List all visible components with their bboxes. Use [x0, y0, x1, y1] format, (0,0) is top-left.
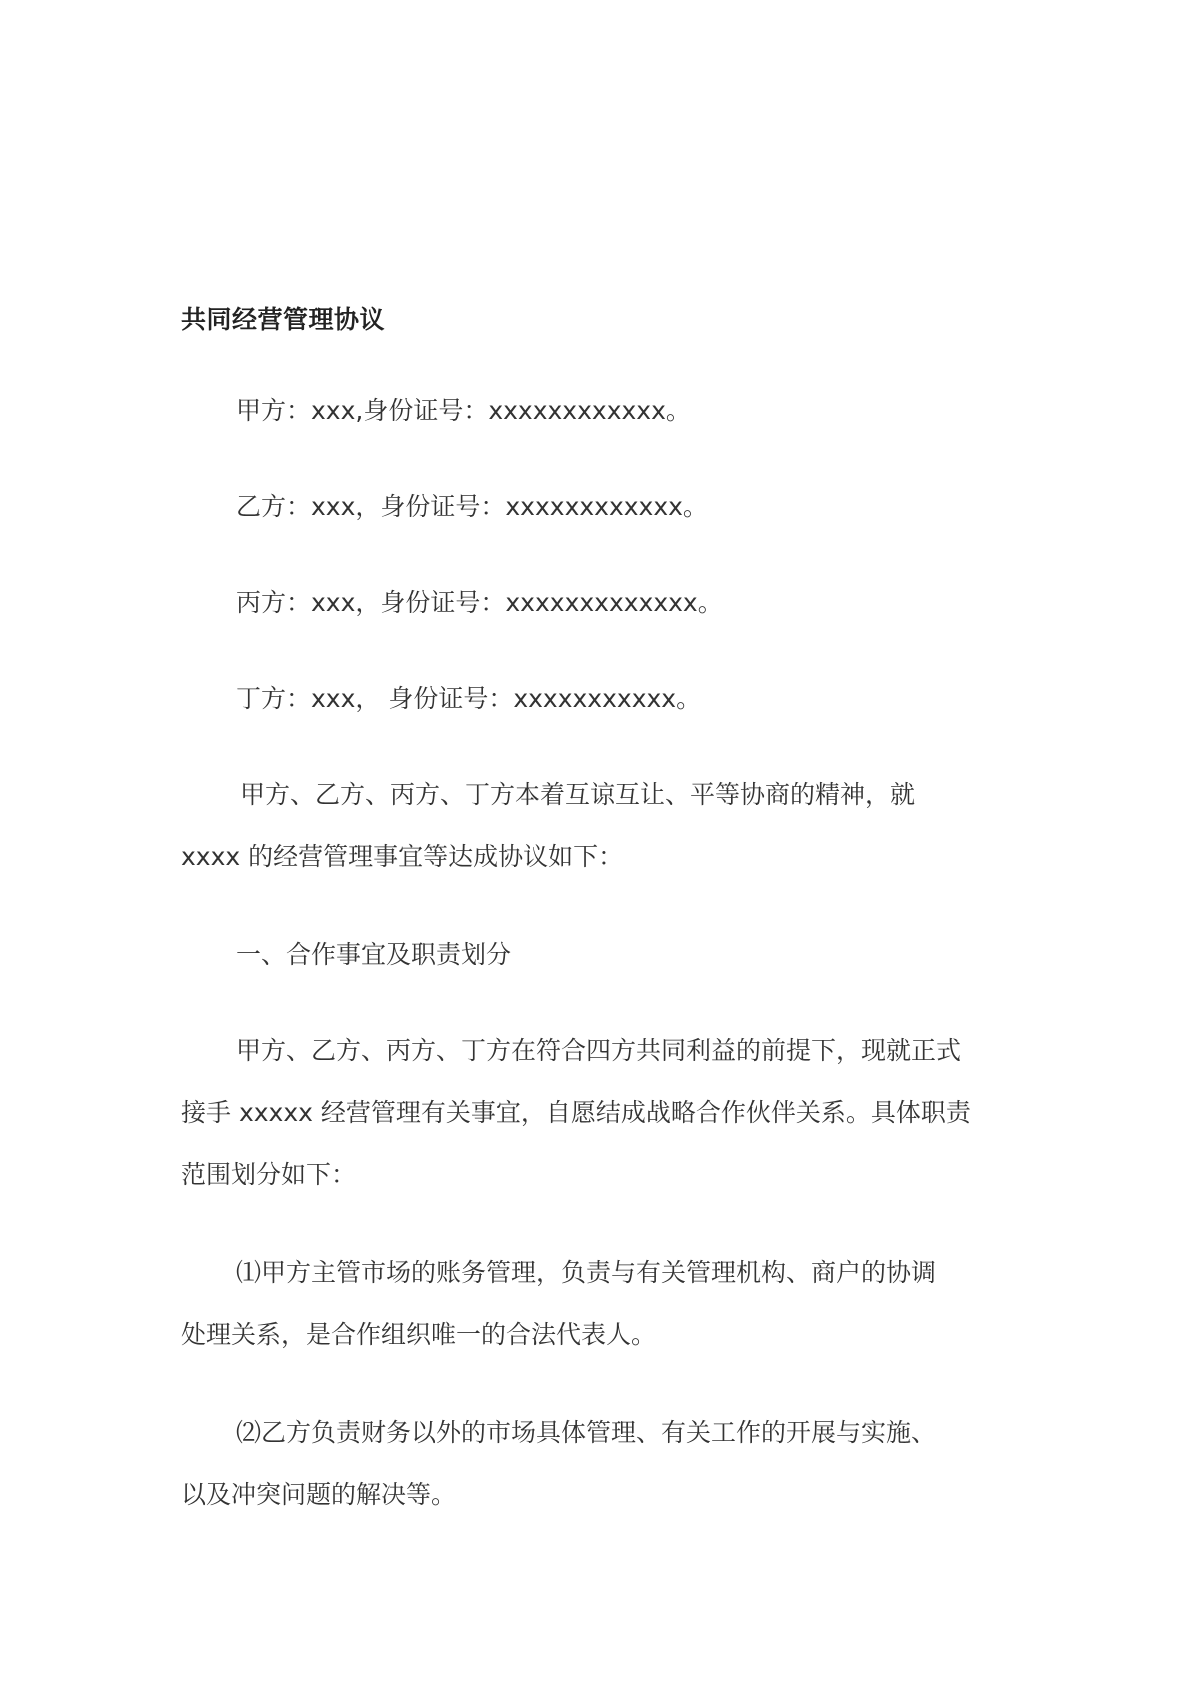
intro-line-2: xxxx 的经营管理事宜等达成协议如下：	[181, 842, 624, 871]
party-c-line: 丙方：xxx，身份证号：xxxxxxxxxxxxx。	[236, 588, 723, 617]
section-para-line-2: 接手 xxxxx 经营管理有关事宜，自愿结成战略合作伙伴关系。具体职责	[181, 1098, 971, 1127]
section-heading: 一、合作事宜及职责划分	[236, 940, 512, 969]
party-b-line: 乙方：xxx，身份证号：xxxxxxxxxxxx。	[236, 492, 708, 521]
item-1-line-1: ⑴甲方主管市场的账务管理，负责与有关管理机构、商户的协调	[236, 1258, 937, 1287]
item-2-line-1: ⑵乙方负责财务以外的市场具体管理、有关工作的开展与实施、	[236, 1418, 937, 1447]
item-1-line-2: 处理关系，是合作组织唯一的合法代表人。	[181, 1320, 657, 1349]
item-2-line-2: 以及冲突问题的解决等。	[181, 1480, 457, 1509]
party-a-line: 甲方：xxx,身份证号：xxxxxxxxxxxx。	[236, 396, 691, 425]
section-para-line-1: 甲方、乙方、丙方、丁方在符合四方共同利益的前提下，现就正式	[236, 1036, 962, 1065]
section-para-line-3: 范围划分如下：	[181, 1160, 357, 1189]
document-title: 共同经营管理协议	[181, 305, 386, 334]
intro-line-1: 甲方、乙方、丙方、丁方本着互谅互让、平等协商的精神，就	[240, 780, 916, 809]
party-d-line: 丁方：xxx， 身份证号：xxxxxxxxxxx。	[236, 684, 702, 713]
